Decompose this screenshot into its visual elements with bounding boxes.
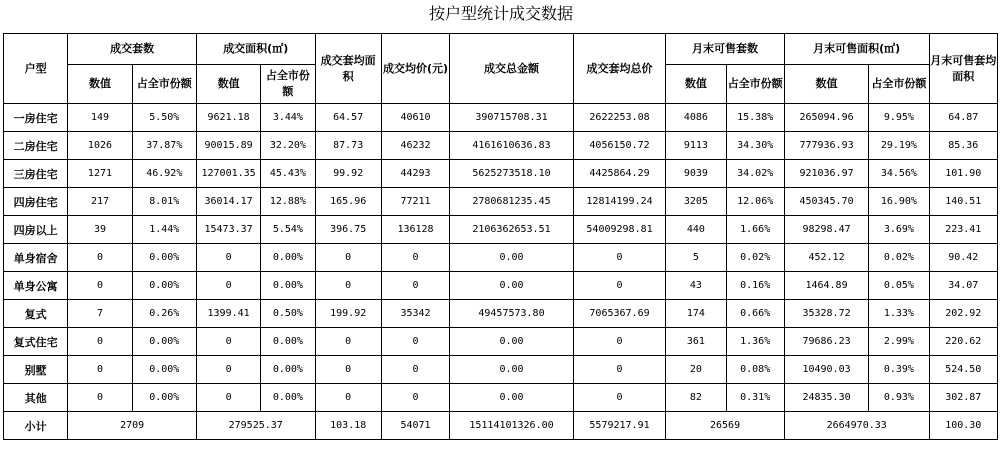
cell-month-area: 921036.97 xyxy=(784,160,868,188)
cell-month-sets: 4086 xyxy=(666,104,726,132)
cell-area-share: 45.43% xyxy=(261,160,315,188)
cell-month-sets-share: 34.02% xyxy=(726,160,784,188)
table-row xyxy=(4,356,998,384)
header-month-end-sets: 月末可售套数 xyxy=(666,34,785,65)
cell-month-area-share: 0.02% xyxy=(869,244,929,272)
cell-sets-share: 8.01% xyxy=(132,188,196,216)
row-label: 一房住宅 xyxy=(4,104,68,132)
cell-month-sets-share: 1.66% xyxy=(726,216,784,244)
cell-month-avg-area: 34.07 xyxy=(929,272,997,300)
subheader-share: 占全市份额 xyxy=(869,65,929,104)
cell-month-sets: 43 xyxy=(666,272,726,300)
cell-total: 5625273518.10 xyxy=(450,160,574,188)
cell-month-area-share: 3.69% xyxy=(869,216,929,244)
cell-area: 127001.35 xyxy=(196,160,260,188)
row-label: 复式 xyxy=(4,300,68,328)
cell-avg-area: 87.73 xyxy=(315,132,381,160)
cell-sets-share: 46.92% xyxy=(132,160,196,188)
cell-avg-area: 396.75 xyxy=(315,216,381,244)
row-label: 四房以上 xyxy=(4,216,68,244)
cell-month-area: 79686.23 xyxy=(784,328,868,356)
cell-month-sets: 82 xyxy=(666,384,726,412)
cell-total: 390715708.31 xyxy=(450,104,574,132)
cell-sets-share: 0.00% xyxy=(132,272,196,300)
cell-avg-area: 99.92 xyxy=(315,160,381,188)
cell-area: 1399.41 xyxy=(196,300,260,328)
header-type: 户型 xyxy=(4,34,68,104)
subheader-share: 占全市份额 xyxy=(132,65,196,104)
cell-area-share: 0.00% xyxy=(261,328,315,356)
cell-avg-price: 44293 xyxy=(381,160,449,188)
cell-sets: 0 xyxy=(68,356,132,384)
cell-area-share: 5.54% xyxy=(261,216,315,244)
cell-avg-area: 64.57 xyxy=(315,104,381,132)
cell-area-share: 0.00% xyxy=(261,272,315,300)
cell-avg-area: 0 xyxy=(315,244,381,272)
subtotal-avg-area: 103.18 xyxy=(315,412,381,440)
header-month-end-area: 月末可售面积(㎡) xyxy=(784,34,929,65)
cell-avg-total: 7065367.69 xyxy=(573,300,665,328)
cell-sets: 0 xyxy=(68,272,132,300)
cell-avg-total: 2622253.08 xyxy=(573,104,665,132)
cell-sets: 39 xyxy=(68,216,132,244)
cell-avg-price: 136128 xyxy=(381,216,449,244)
cell-avg-price: 46232 xyxy=(381,132,449,160)
cell-month-sets-share: 15.38% xyxy=(726,104,784,132)
cell-month-sets-share: 1.36% xyxy=(726,328,784,356)
subheader-value: 数值 xyxy=(196,65,260,104)
header-deal-area: 成交面积(㎡) xyxy=(196,34,315,65)
row-label: 单身宿舍 xyxy=(4,244,68,272)
table-row xyxy=(4,244,998,272)
cell-sets: 0 xyxy=(68,244,132,272)
cell-sets: 7 xyxy=(68,300,132,328)
table-row xyxy=(4,300,998,328)
cell-sets-share: 0.26% xyxy=(132,300,196,328)
cell-area: 0 xyxy=(196,384,260,412)
cell-month-avg-area: 90.42 xyxy=(929,244,997,272)
cell-month-area-share: 1.33% xyxy=(869,300,929,328)
cell-avg-area: 0 xyxy=(315,272,381,300)
cell-avg-total: 4425864.29 xyxy=(573,160,665,188)
table-row xyxy=(4,104,998,132)
cell-month-area-share: 16.90% xyxy=(869,188,929,216)
row-label: 别墅 xyxy=(4,356,68,384)
cell-month-sets-share: 0.66% xyxy=(726,300,784,328)
subtotal-sets: 2709 xyxy=(68,412,197,440)
cell-month-area: 10490.03 xyxy=(784,356,868,384)
cell-avg-price: 0 xyxy=(381,328,449,356)
cell-sets-share: 0.00% xyxy=(132,244,196,272)
cell-sets: 149 xyxy=(68,104,132,132)
cell-month-area: 24835.30 xyxy=(784,384,868,412)
cell-month-sets: 174 xyxy=(666,300,726,328)
cell-month-avg-area: 202.92 xyxy=(929,300,997,328)
cell-avg-price: 35342 xyxy=(381,300,449,328)
cell-total: 0.00 xyxy=(450,328,574,356)
cell-avg-total: 12814199.24 xyxy=(573,188,665,216)
cell-month-area: 265094.96 xyxy=(784,104,868,132)
cell-area: 0 xyxy=(196,272,260,300)
cell-total: 2780681235.45 xyxy=(450,188,574,216)
cell-month-sets-share: 0.08% xyxy=(726,356,784,384)
cell-area: 9621.18 xyxy=(196,104,260,132)
cell-area: 90015.89 xyxy=(196,132,260,160)
cell-month-avg-area: 524.50 xyxy=(929,356,997,384)
cell-month-sets-share: 0.02% xyxy=(726,244,784,272)
cell-sets: 217 xyxy=(68,188,132,216)
cell-total: 0.00 xyxy=(450,356,574,384)
table-title: 按户型统计成交数据 xyxy=(428,4,573,23)
cell-month-sets-share: 0.16% xyxy=(726,272,784,300)
cell-month-area: 450345.70 xyxy=(784,188,868,216)
cell-month-sets-share: 34.30% xyxy=(726,132,784,160)
cell-avg-total: 0 xyxy=(573,272,665,300)
cell-area-share: 0.00% xyxy=(261,244,315,272)
cell-avg-price: 77211 xyxy=(381,188,449,216)
header-avg-area: 成交套均面积 xyxy=(315,34,381,104)
subtotal-row xyxy=(4,412,998,440)
cell-month-sets: 5 xyxy=(666,244,726,272)
cell-month-area-share: 9.95% xyxy=(869,104,929,132)
subtotal-label: 小计 xyxy=(4,412,68,440)
subtotal-total: 15114101326.00 xyxy=(450,412,574,440)
cell-total: 49457573.80 xyxy=(450,300,574,328)
cell-avg-total: 0 xyxy=(573,356,665,384)
cell-month-area: 452.12 xyxy=(784,244,868,272)
table-row xyxy=(4,188,998,216)
cell-area: 0 xyxy=(196,244,260,272)
cell-month-sets: 9039 xyxy=(666,160,726,188)
cell-month-avg-area: 64.87 xyxy=(929,104,997,132)
table-row xyxy=(4,160,998,188)
cell-month-avg-area: 302.87 xyxy=(929,384,997,412)
cell-sets-share: 5.50% xyxy=(132,104,196,132)
cell-area-share: 0.50% xyxy=(261,300,315,328)
cell-sets: 0 xyxy=(68,328,132,356)
cell-area: 15473.37 xyxy=(196,216,260,244)
cell-avg-area: 0 xyxy=(315,356,381,384)
cell-avg-price: 0 xyxy=(381,356,449,384)
cell-total: 0.00 xyxy=(450,244,574,272)
cell-month-avg-area: 101.90 xyxy=(929,160,997,188)
table-row xyxy=(4,272,998,300)
cell-month-area: 98298.47 xyxy=(784,216,868,244)
header-month-end-avg-area: 月末可售套均面积 xyxy=(929,34,997,104)
cell-area-share: 12.88% xyxy=(261,188,315,216)
cell-total: 0.00 xyxy=(450,272,574,300)
cell-sets: 1271 xyxy=(68,160,132,188)
cell-month-avg-area: 220.62 xyxy=(929,328,997,356)
header-avg-price: 成交均价(元) xyxy=(381,34,449,104)
subheader-value: 数值 xyxy=(784,65,868,104)
subtotal-month-avg-area: 100.30 xyxy=(929,412,997,440)
cell-total: 0.00 xyxy=(450,384,574,412)
cell-avg-price: 0 xyxy=(381,384,449,412)
cell-month-area: 1464.89 xyxy=(784,272,868,300)
subheader-share: 占全市份额 xyxy=(261,65,315,104)
subheader-share: 占全市份额 xyxy=(726,65,784,104)
cell-month-area-share: 2.99% xyxy=(869,328,929,356)
cell-avg-area: 165.96 xyxy=(315,188,381,216)
cell-sets: 0 xyxy=(68,384,132,412)
cell-avg-price: 0 xyxy=(381,244,449,272)
cell-avg-price: 40610 xyxy=(381,104,449,132)
cell-month-sets: 440 xyxy=(666,216,726,244)
subtotal-month-area: 2664970.33 xyxy=(784,412,929,440)
row-label: 三房住宅 xyxy=(4,160,68,188)
row-label: 复式住宅 xyxy=(4,328,68,356)
subtotal-area: 279525.37 xyxy=(196,412,315,440)
cell-total: 4161610636.83 xyxy=(450,132,574,160)
row-label: 其他 xyxy=(4,384,68,412)
cell-month-sets: 3205 xyxy=(666,188,726,216)
cell-sets-share: 0.00% xyxy=(132,356,196,384)
cell-month-avg-area: 85.36 xyxy=(929,132,997,160)
cell-area-share: 0.00% xyxy=(261,384,315,412)
cell-month-area-share: 0.05% xyxy=(869,272,929,300)
cell-month-area-share: 0.93% xyxy=(869,384,929,412)
subheader-value: 数值 xyxy=(68,65,132,104)
header-avg-total-price: 成交套均总价 xyxy=(573,34,665,104)
row-label: 四房住宅 xyxy=(4,188,68,216)
row-label: 二房住宅 xyxy=(4,132,68,160)
cell-avg-total: 0 xyxy=(573,384,665,412)
subtotal-month-sets: 26569 xyxy=(666,412,785,440)
cell-month-sets: 361 xyxy=(666,328,726,356)
header-deal-sets: 成交套数 xyxy=(68,34,197,65)
table-row xyxy=(4,384,998,412)
cell-avg-total: 0 xyxy=(573,328,665,356)
cell-area-share: 32.20% xyxy=(261,132,315,160)
subheader-value: 数值 xyxy=(666,65,726,104)
cell-month-sets: 20 xyxy=(666,356,726,384)
cell-month-area-share: 0.39% xyxy=(869,356,929,384)
cell-avg-area: 0 xyxy=(315,384,381,412)
cell-month-sets-share: 12.06% xyxy=(726,188,784,216)
cell-month-area-share: 34.56% xyxy=(869,160,929,188)
housing-type-deal-table xyxy=(3,33,998,440)
cell-avg-area: 199.92 xyxy=(315,300,381,328)
cell-sets-share: 0.00% xyxy=(132,328,196,356)
cell-sets-share: 0.00% xyxy=(132,384,196,412)
cell-sets-share: 1.44% xyxy=(132,216,196,244)
cell-avg-area: 0 xyxy=(315,328,381,356)
cell-sets-share: 37.87% xyxy=(132,132,196,160)
cell-area: 36014.17 xyxy=(196,188,260,216)
cell-area: 0 xyxy=(196,328,260,356)
cell-avg-total: 54009298.81 xyxy=(573,216,665,244)
cell-month-area: 777936.93 xyxy=(784,132,868,160)
cell-total: 2106362653.51 xyxy=(450,216,574,244)
cell-avg-price: 0 xyxy=(381,272,449,300)
subtotal-avg-total: 5579217.91 xyxy=(573,412,665,440)
row-label: 单身公寓 xyxy=(4,272,68,300)
cell-month-avg-area: 140.51 xyxy=(929,188,997,216)
header-total-amount: 成交总金额 xyxy=(450,34,574,104)
cell-month-sets-share: 0.31% xyxy=(726,384,784,412)
cell-month-area-share: 29.19% xyxy=(869,132,929,160)
cell-month-area: 35328.72 xyxy=(784,300,868,328)
cell-avg-total: 0 xyxy=(573,244,665,272)
cell-area-share: 3.44% xyxy=(261,104,315,132)
subtotal-avg-price: 54071 xyxy=(381,412,449,440)
cell-area: 0 xyxy=(196,356,260,384)
table-row xyxy=(4,216,998,244)
cell-month-sets: 9113 xyxy=(666,132,726,160)
cell-month-avg-area: 223.41 xyxy=(929,216,997,244)
table-row xyxy=(4,132,998,160)
cell-area-share: 0.00% xyxy=(261,356,315,384)
cell-sets: 1026 xyxy=(68,132,132,160)
table-row xyxy=(4,328,998,356)
cell-avg-total: 4056150.72 xyxy=(573,132,665,160)
